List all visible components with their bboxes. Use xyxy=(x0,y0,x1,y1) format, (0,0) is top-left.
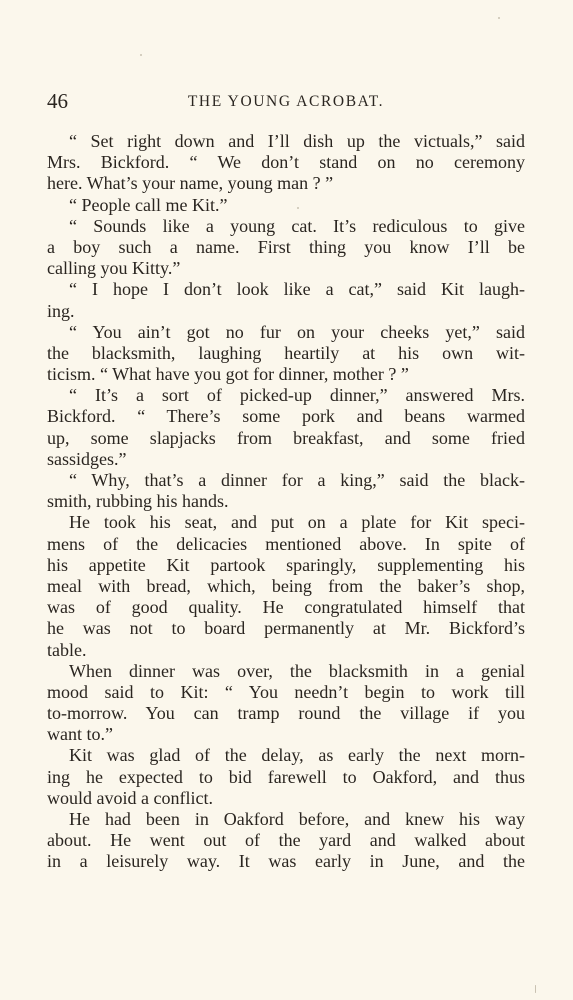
text-line: “ You ain’t got no fur on your cheeks yet,” said xyxy=(69,321,525,342)
text-line: table. xyxy=(47,639,87,660)
paper-speck xyxy=(297,207,299,209)
running-head xyxy=(47,88,525,114)
running-title: THE YOUNG ACROBAT. xyxy=(187,93,385,110)
paper-speck xyxy=(498,17,500,19)
text-line: up, some slapjacks from breakfast, and some fried xyxy=(47,427,525,448)
text-line: meal with bread, which, being from the baker’s shop, xyxy=(47,575,525,596)
text-line: Kit was glad of the delay, as early the next morn- xyxy=(69,745,525,766)
text-line: a boy such a name. First thing you know I’ll be xyxy=(47,236,525,257)
page-number: 46 xyxy=(47,89,68,113)
text-line: “ Sounds like a young cat. It’s rediculous to give xyxy=(69,215,525,236)
text-line: here. What’s your name, young man ? ” xyxy=(47,173,334,194)
text-line: “ I hope I don’t look like a cat,” said Kit laugh- xyxy=(69,279,525,300)
text-line: “ It’s a sort of picked-up dinner,” answered Mrs. xyxy=(69,385,525,406)
text-line: sassidges.” xyxy=(47,448,127,469)
body-text xyxy=(47,131,525,873)
text-line: “ Why, that’s a dinner for a king,” said the black- xyxy=(69,470,525,490)
text-line: Mrs. Bickford. “ We don’t stand on no ceremony xyxy=(47,152,525,173)
text-line: mens of the delicacies mentioned above. In spite of xyxy=(47,533,525,554)
text-line: was of good quality. He congratulated himself that xyxy=(47,597,525,618)
text-line: He had been in Oakford before, and knew his way xyxy=(69,809,525,829)
text-line: He took his seat, and put on a plate for Kit speci- xyxy=(69,512,525,533)
text-line: When dinner was over, the blacksmith in a genial xyxy=(69,660,525,681)
text-line: he was not to board permanently at Mr. Bickford’s xyxy=(47,618,525,639)
text-line: smith, rubbing his hands. xyxy=(47,491,229,512)
text-line: ing. xyxy=(47,300,75,321)
text-line: to-morrow. You can tramp round the village if you xyxy=(47,703,525,724)
text-line: ticism. “ What have you got for dinner, mother ? ” xyxy=(47,364,409,385)
text-line: mood said to Kit: “ You needn’t begin to work till xyxy=(47,681,525,702)
paper-speck xyxy=(140,54,142,56)
text-line: in a leisurely way. It was early in June, and the xyxy=(47,851,525,872)
text-line: want to.” xyxy=(47,724,113,745)
text-line: about. He went out of the yard and walked about xyxy=(47,830,525,851)
text-line: “ People call me Kit.” xyxy=(69,194,228,215)
text-line: calling you Kitty.” xyxy=(47,258,181,279)
text-line: Bickford. “ There’s some pork and beans warmed xyxy=(47,406,525,427)
paper-speck xyxy=(535,985,536,993)
text-line: his appetite Kit partook sparingly, supplementing his xyxy=(47,554,525,575)
text-line: the blacksmith, laughing heartily at his own wit- xyxy=(47,342,525,363)
text-line: would avoid a conflict. xyxy=(47,787,213,808)
text-line: “ Set right down and I’ll dish up the victuals,” said xyxy=(69,131,525,151)
text-line: ing he expected to bid farewell to Oakford, and thus xyxy=(47,766,525,787)
